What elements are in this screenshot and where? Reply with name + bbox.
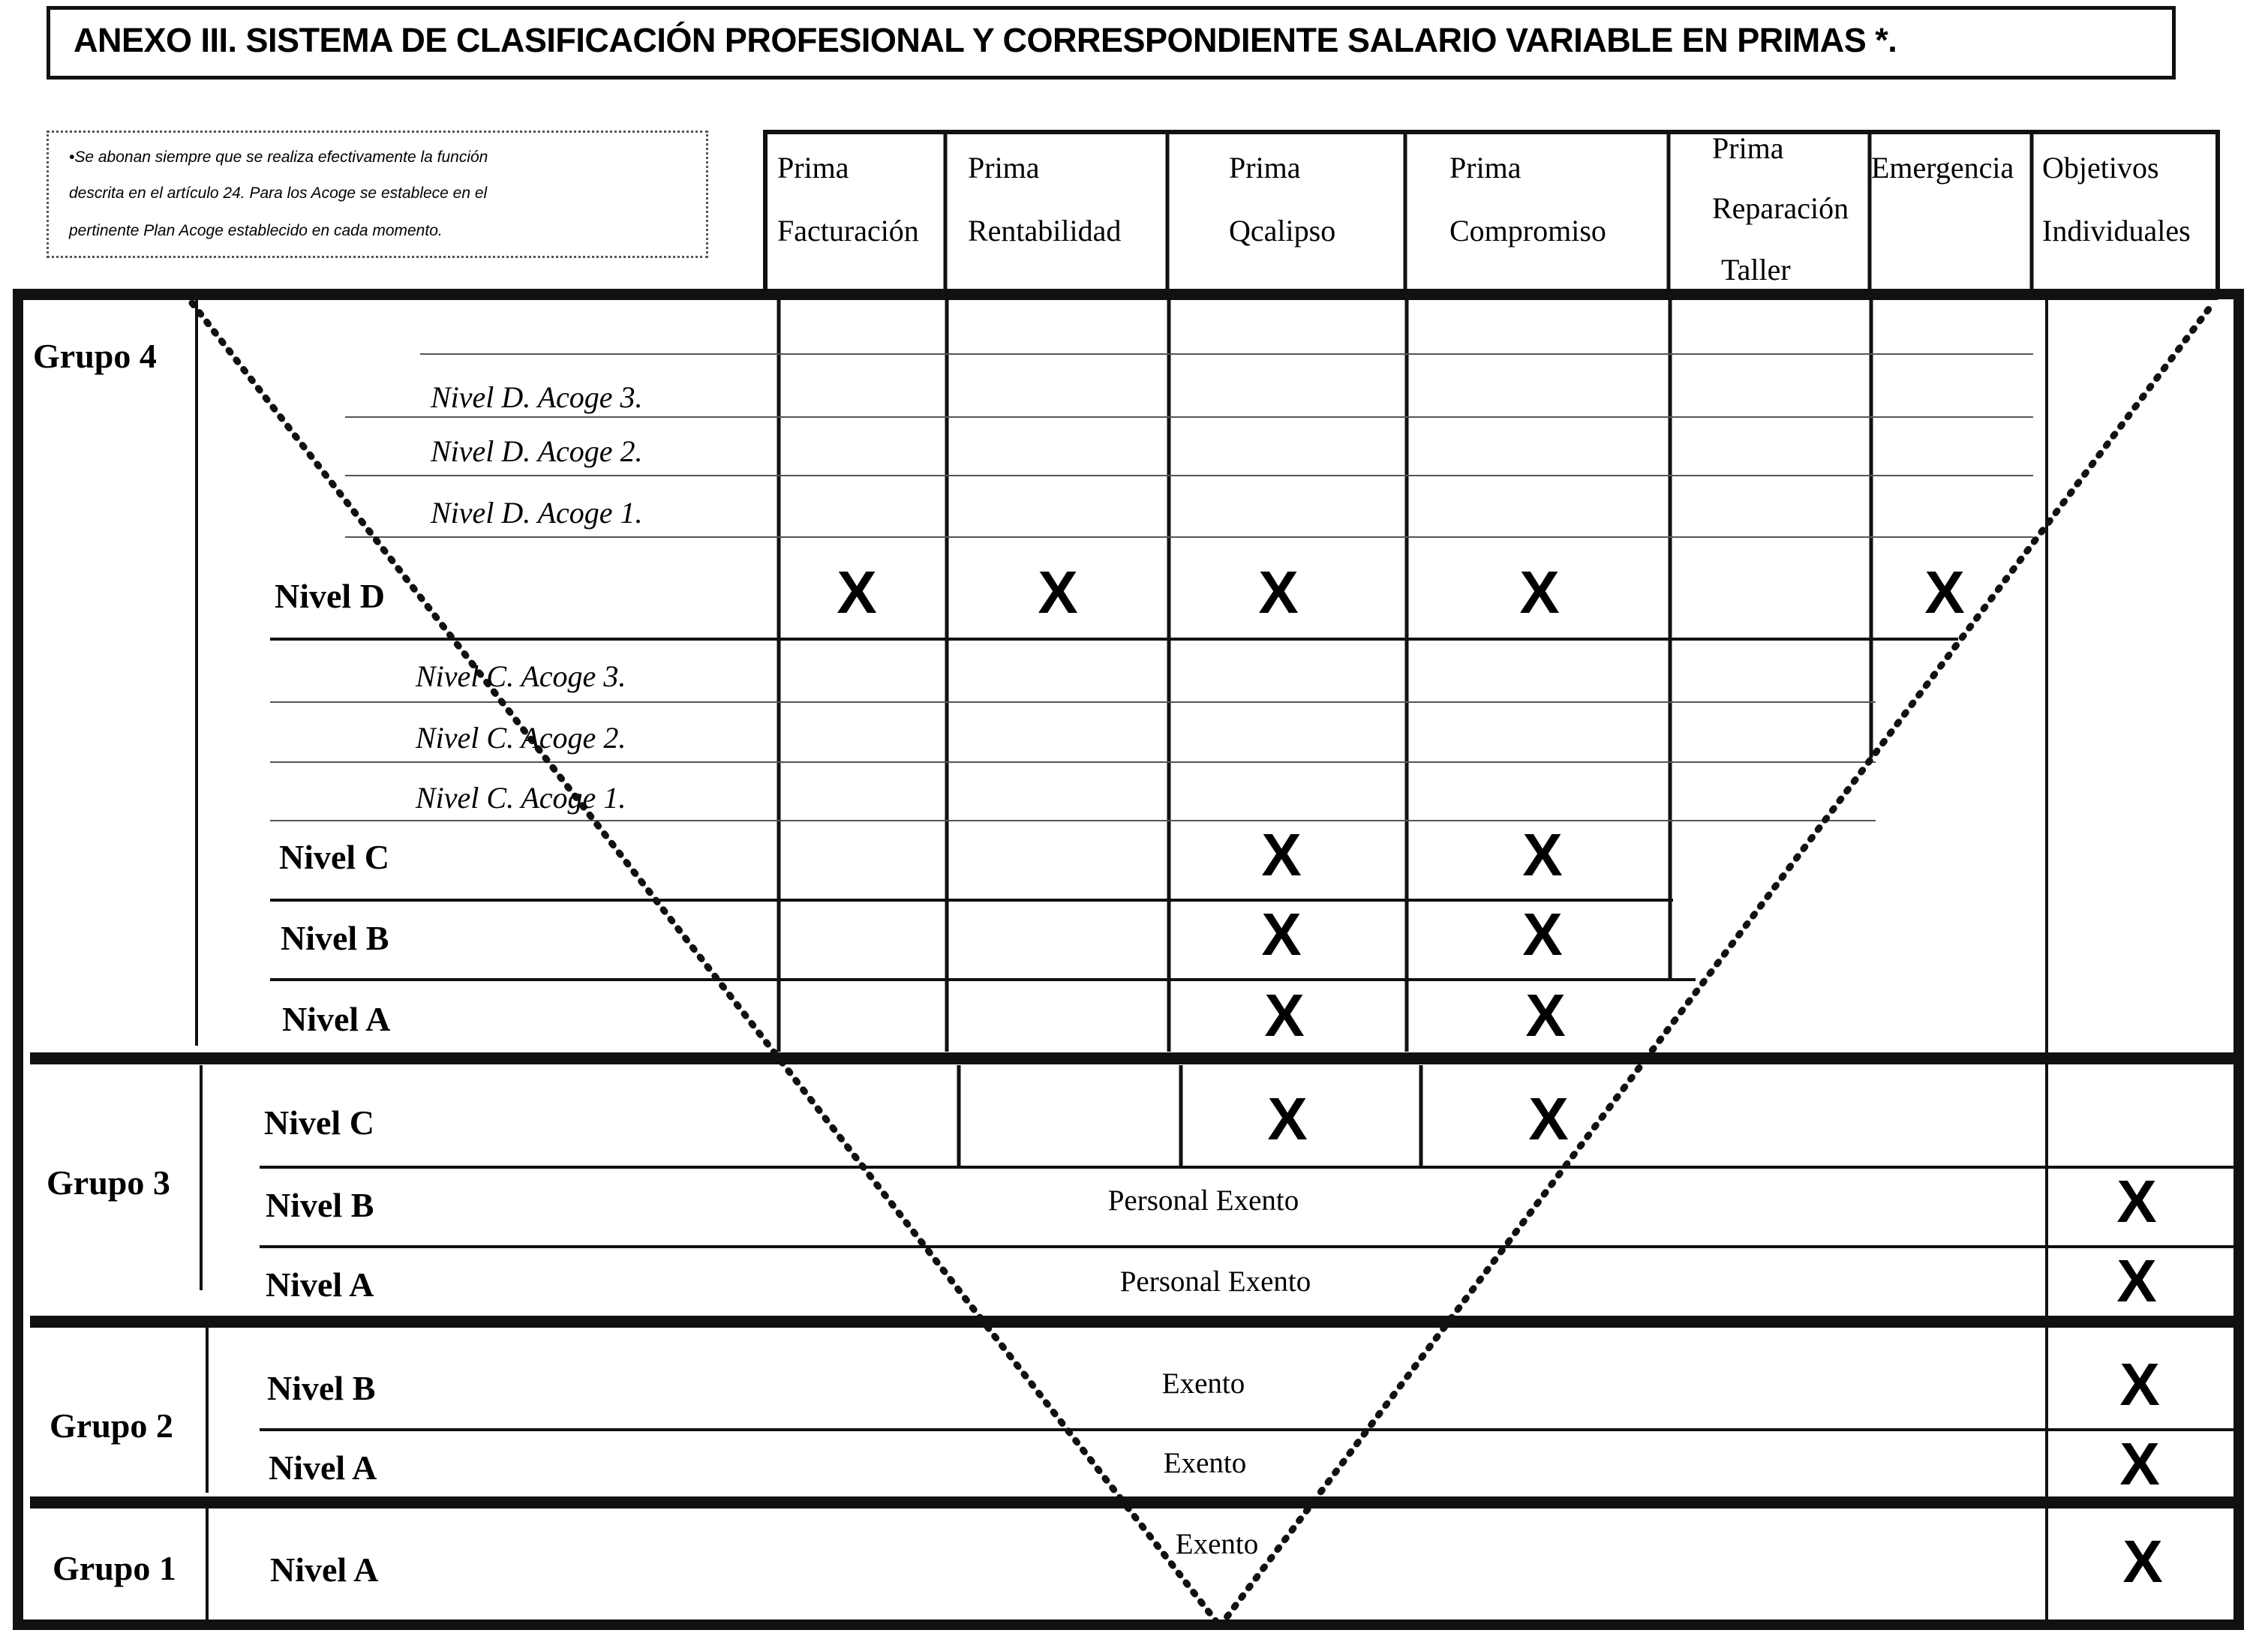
col-header-compromiso-line2: Compromiso [1449, 214, 1606, 248]
g4-level-c: Nivel C [279, 838, 389, 876]
mark-g4-c-qcalipso: X [1261, 821, 1302, 888]
g2-level-b: Nivel B [267, 1369, 376, 1407]
mark-g4-d-emergencia: X [1924, 559, 1965, 626]
sublevel-d-acoge-3: Nivel D. Acoge 3. [431, 380, 643, 414]
mark-g4-b-qcalipso: X [1261, 901, 1302, 968]
group-4-label: Grupo 4 [33, 337, 157, 375]
col-header-reparacion-line3: Taller [1721, 253, 1791, 287]
g3-level-b: Nivel B [266, 1186, 374, 1224]
mark-g4-b-compromiso: X [1522, 901, 1563, 968]
mark-g4-a-compromiso: X [1525, 982, 1566, 1049]
g2-level-a: Nivel A [269, 1448, 377, 1487]
footnote-line: pertinente Plan Acoge establecido en cada momento. [69, 222, 443, 239]
col-header-compromiso-line1: Prima [1449, 151, 1522, 185]
mark-g3-a-objetivos: X [2116, 1247, 2157, 1314]
mark-g4-c-compromiso: X [1522, 821, 1563, 888]
col-header-objetivos-line1: Objetivos [2042, 151, 2159, 185]
page-title: ANEXO III. SISTEMA DE CLASIFICACIÓN PROFESIONAL Y CORRESPONDIENTE SALARIO VARIABLE EN PRIMAS *. [74, 21, 1897, 59]
footnote-line: •Se abonan siempre que se realiza efectivamente la función [69, 149, 488, 166]
col-header-reparacion-line2: Reparación [1712, 191, 1849, 225]
mark-g4-a-qcalipso: X [1264, 982, 1305, 1049]
col-header-reparacion-line1: Prima [1712, 131, 1784, 165]
sublevel-c-acoge-1: Nivel C. Acoge 1. [416, 781, 626, 815]
g4-level-b: Nivel B [281, 919, 389, 957]
g1-level-a: Nivel A [270, 1550, 379, 1589]
col-header-qcalipso-line1: Prima [1229, 151, 1301, 185]
mark-g4-d-facturacion: X [837, 559, 877, 626]
g4-level-d: Nivel D [275, 577, 385, 615]
g4-level-a: Nivel A [282, 1000, 391, 1038]
group-2-label: Grupo 2 [50, 1406, 173, 1445]
sublevel-d-acoge-1: Nivel D. Acoge 1. [431, 496, 643, 530]
exempt-label-g3-a: Personal Exento [1119, 1265, 1311, 1298]
mark-g3-c-compromiso: X [1528, 1085, 1569, 1152]
sublevel-d-acoge-2: Nivel D. Acoge 2. [431, 434, 643, 468]
col-header-qcalipso-line2: Qcalipso [1229, 214, 1336, 248]
g3-level-a: Nivel A [266, 1265, 374, 1304]
col-header-facturacion-line2: Facturación [777, 214, 919, 248]
col-header-objetivos-line2: Individuales [2042, 214, 2191, 248]
footnote-line: descrita en el artículo 24. Para los Acoge se establece en el [69, 185, 488, 202]
mark-g1-a-objetivos: X [2122, 1528, 2163, 1595]
mark-g2-a-objetivos: X [2119, 1430, 2160, 1497]
group-3-label: Grupo 3 [47, 1163, 170, 1202]
group-1-label: Grupo 1 [53, 1549, 176, 1587]
mark-g3-c-qcalipso: X [1267, 1085, 1308, 1152]
mark-g4-d-qcalipso: X [1258, 559, 1299, 626]
sublevel-c-acoge-2: Nivel C. Acoge 2. [416, 721, 626, 755]
mark-g4-d-compromiso: X [1519, 559, 1560, 626]
exempt-label-g2-a: Exento [1163, 1447, 1247, 1479]
exempt-label-g1-a: Exento [1175, 1528, 1259, 1560]
col-header-emergencia: Emergencia [1871, 151, 2014, 185]
mark-g4-d-rentabilidad: X [1038, 559, 1078, 626]
col-header-facturacion-line1: Prima [777, 151, 849, 185]
mark-g3-b-objetivos: X [2116, 1168, 2157, 1235]
exempt-label-g2-b: Exento [1161, 1367, 1245, 1400]
col-header-rentabilidad-line2: Rentabilidad [968, 214, 1122, 248]
sublevel-c-acoge-3: Nivel C. Acoge 3. [416, 659, 626, 693]
mark-g2-b-objetivos: X [2119, 1351, 2160, 1418]
exempt-label-g3-b: Personal Exento [1107, 1184, 1299, 1217]
col-header-rentabilidad-line1: Prima [968, 151, 1040, 185]
g3-level-c: Nivel C [264, 1103, 374, 1142]
